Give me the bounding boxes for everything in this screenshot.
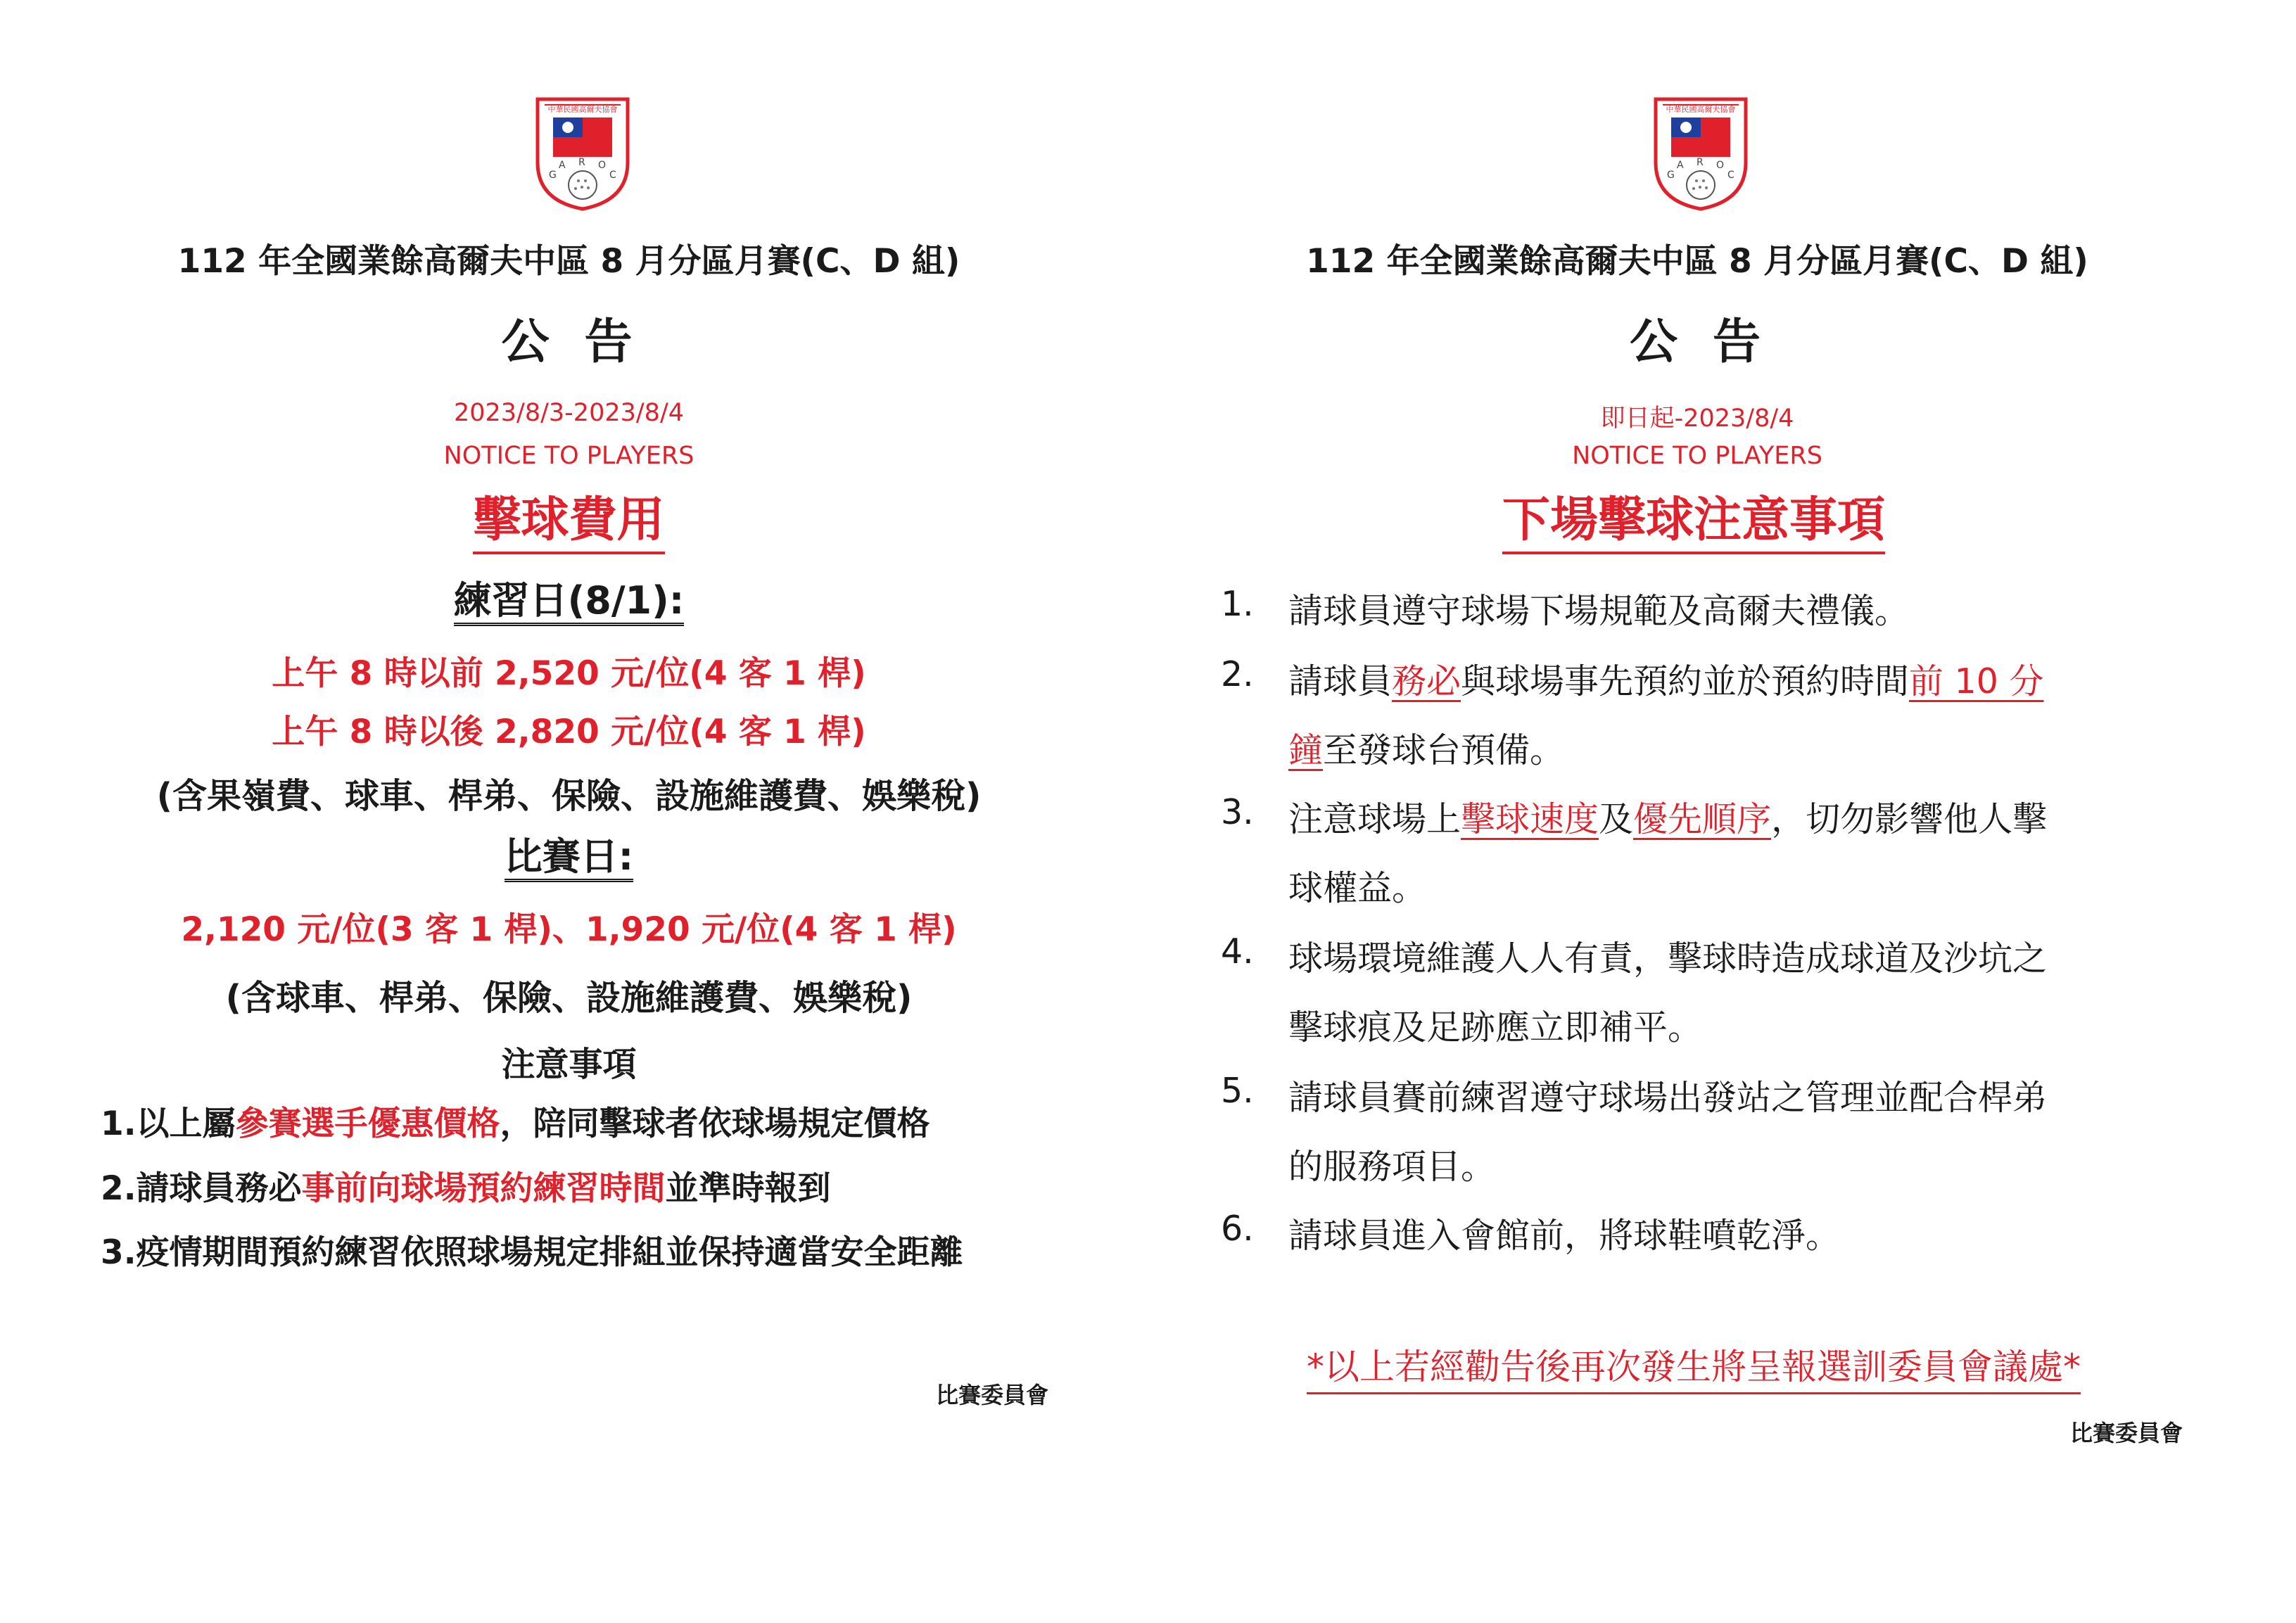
announcement-heading: 公告 [1629,314,1796,370]
svg-text:A: A [1677,160,1684,171]
svg-text:C: C [1727,170,1734,181]
match-day-prices: 2,120 元/位(3 客 1 桿)、1,920 元/位(4 客 1 桿) [181,910,957,949]
section-title-fees: 擊球費用 [0,492,1148,554]
garoc-logo [1650,95,1751,212]
date-range: 2023/8/3-2023/8/4 [453,399,684,427]
svg-text:C: C [609,170,616,181]
svg-text:A: A [559,160,566,171]
practice-day-label: 練習日(8/1): [0,578,1148,626]
committee-signature: 比賽委員會 [936,1382,1049,1408]
note-item: 1.以上屬參賽選手優惠價格，陪同擊球者依球場規定價格 [101,1105,930,1143]
logo-org-text: 中華民國高爾夫協會 [1666,105,1736,114]
date-range: 即日起-2023/8/4 [1600,405,1794,433]
notice-to-players: NOTICE TO PLAYERS [443,442,694,470]
tournament-title: 112 年全國業餘高爾夫中區 8 月分區月賽(C、D 組) [1306,242,2088,281]
practice-includes: (含果嶺費、球車、桿弟、保險、設施維護費、娛樂稅) [156,776,982,816]
section-title-conduct: 下場擊球注意事項 [1091,492,2296,554]
svg-text:R: R [1696,157,1704,168]
practice-price-after-8: 上午 8 時以後 2,820 元/位(4 客 1 桿) [272,713,866,751]
match-day-label: 比賽日: [0,834,1148,882]
right-notice-page: 中華民國高爾夫協會 G A R O C 112 年全國業餘高爾夫中區 8 月分區月賽(C、D 組) 公告 即日起-2023/8/4 NOTICE TO PLAYERS 下場擊球注意事項 1. 請球員遵守球場下場規範及高爾夫禮儀。 2. 請球員務必與球場事先預約並於預約時間前 10 分 鐘至發球台預備。 3. 注意球場上擊球速度及優先順序，切勿影響他人擊 球權益。 4. 球場環境維護人人有責，擊球時造成球道及沙坑之 擊球痕及足跡應立即補平。 5. 請球員賽前練習遵守球場出發站之管理並配合桿弟 的服務項目。 6. 請球員進入會館前，將球鞋噴乾淨。 *以上若經勸告後再次發生將呈報選訓委員會議處* 比賽委員會 [1148,0,2296,1623]
notice-to-players: NOTICE TO PLAYERS [1572,442,1822,470]
announcement-heading: 公告 [501,314,668,370]
note-item: 3.疫情期間預約練習依照球場規定排組並保持適當安全距離 [101,1233,963,1272]
note-item: 2.請球員務必事前向球場預約練習時間並準時報到 [101,1169,831,1208]
garoc-logo [532,95,633,212]
svg-text:O: O [598,160,607,171]
logo-org-text: 中華民國高爾夫協會 [547,105,618,114]
svg-text:G: G [1667,170,1675,181]
practice-price-before-8: 上午 8 時以前 2,520 元/位(4 客 1 桿) [272,654,866,693]
svg-text:G: G [549,170,557,181]
match-day-includes: (含球車、桿弟、保險、設施維護費、娛樂稅) [225,978,913,1018]
warning-notice: *以上若經勸告後再次發生將呈報選訓委員會議處* [1091,1347,2296,1394]
svg-text:R: R [578,157,585,168]
notes-heading: 注意事項 [501,1045,637,1084]
svg-text:O: O [1716,160,1725,171]
tournament-title: 112 年全國業餘高爾夫中區 8 月分區月賽(C、D 組) [177,242,960,281]
committee-signature: 比賽委員會 [2070,1420,2183,1446]
